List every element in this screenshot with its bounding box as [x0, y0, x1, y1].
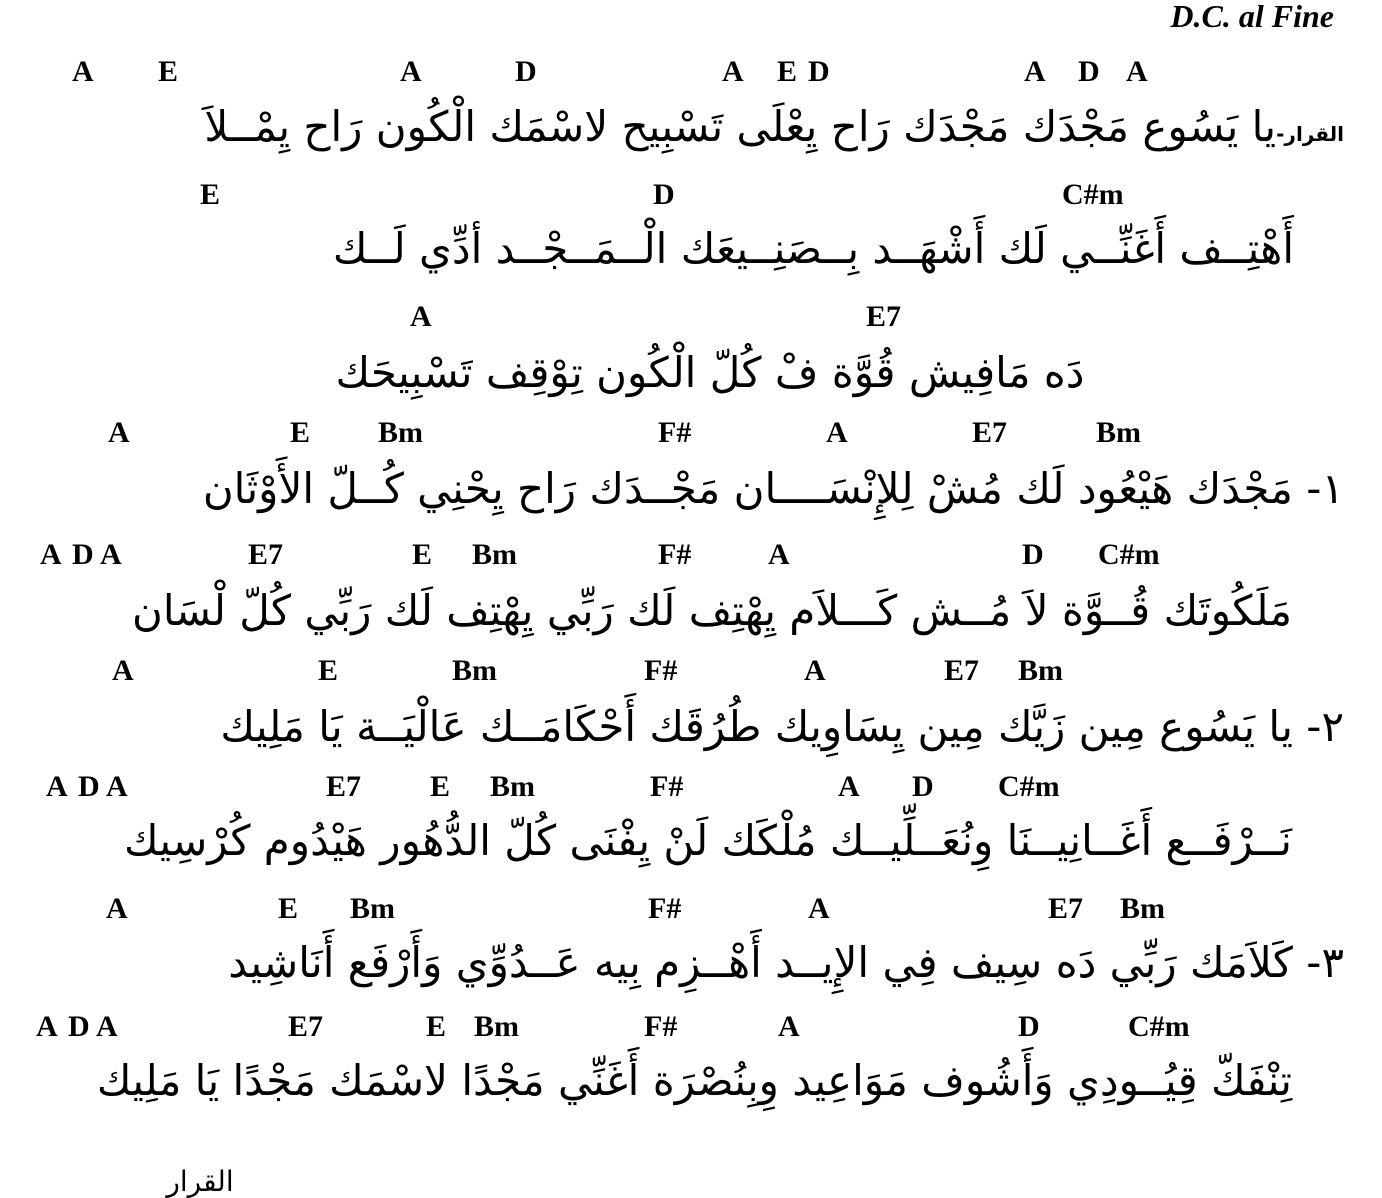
chord: E7	[944, 654, 980, 687]
chord: E	[158, 55, 179, 88]
verse-2-lyric-line-1: ٢- يا يَسُوع مِين زَيَّك مِين يِسَاوِيك طُرُقَك أَحْكَامَــك عَالْيَــة يَا مَلِيك	[220, 702, 1344, 751]
chord: C#m	[1098, 538, 1160, 571]
chord: D	[78, 770, 100, 803]
chord: F#	[648, 892, 682, 925]
chord: D	[68, 1010, 90, 1043]
chord: D	[72, 538, 94, 571]
chord: A	[100, 538, 122, 571]
lyric-text: يا يَسُوع مَجْدَك مَجْدَك رَاح يِعْلَى تَسْبِيح لاسْمَك الْكُون رَاح يِمْــلاَ	[204, 102, 1277, 151]
verse-3-lyric-line-1: ٣- كَلاَمَك رَبِّي دَه سِيف فِي الإِيــد أَهْــزِم بِيه عَــدُوِّي وَأَرْفَع أَنَاشِيد	[228, 938, 1344, 987]
chord: Bm	[452, 654, 497, 687]
chord: E	[430, 770, 451, 803]
chord: A	[40, 538, 62, 571]
chord: Bm	[474, 1010, 519, 1043]
chord: E7	[1048, 892, 1084, 925]
chord: Bm	[350, 892, 395, 925]
chord: A	[400, 55, 422, 88]
chord: A	[410, 300, 432, 333]
verse-2-lyric-line-2: نَــرْفَــع أَغَــانِيــنَا وِنُعَــلِّيــك مُلْكَك لَنْ يِفْنَى كُلّ الدُّهُور هَيْدُوم كُرْسِيك	[124, 816, 1292, 865]
chord: F#	[658, 538, 692, 571]
chorus-lyric-line-2: أَهْتِــف أَغَنِّــي لَك أَشْهَــد بِــصَنِــيعَك الْــمَــجْــد أدِّي لَــك	[332, 224, 1294, 273]
chord: A	[106, 892, 128, 925]
chord: A	[112, 654, 134, 687]
chord: D	[912, 770, 934, 803]
chord: F#	[644, 654, 678, 687]
chord: E	[318, 654, 339, 687]
chord: A	[1024, 55, 1046, 88]
chord: A	[36, 1010, 58, 1043]
chorus-lyric-line-3: دَه مَافِيش قُوَّة فْ كُلّ الْكُون تِوْقِف تَسْبِيحَك	[335, 348, 1085, 397]
chord: C#m	[1062, 178, 1124, 211]
chord: D	[653, 178, 675, 211]
footer-partial-text: القرار	[166, 1165, 234, 1198]
verse-3-lyric-line-2: تِنْفَكّ قِيُــودِي وَأَشُوف مَوَاعِيد وِبِنُصْرَة أَغَنِّي مَجْدًا لاسْمَك مَجْدًا يَا مَلِيك	[96, 1056, 1292, 1105]
chord: E7	[248, 538, 284, 571]
chord: D	[808, 55, 830, 88]
chord: Bm	[490, 770, 535, 803]
chord: C#m	[998, 770, 1060, 803]
chord: A	[778, 1010, 800, 1043]
chord: Bm	[1018, 654, 1063, 687]
chord: A	[46, 770, 68, 803]
chord: E7	[288, 1010, 324, 1043]
chord: E7	[866, 300, 902, 333]
chord: A	[72, 55, 94, 88]
chord: D	[1078, 55, 1100, 88]
chord: Bm	[378, 416, 423, 449]
chord: A	[96, 1010, 118, 1043]
chord: A	[1126, 55, 1148, 88]
chord: E	[412, 538, 433, 571]
chord: C#m	[1128, 1010, 1190, 1043]
chord: E	[200, 178, 221, 211]
chord: A	[768, 538, 790, 571]
chord: A	[722, 55, 744, 88]
chord: Bm	[1096, 416, 1141, 449]
chord: E	[290, 416, 311, 449]
chord: F#	[644, 1010, 678, 1043]
chord: E	[278, 892, 299, 925]
chorus-lyric-line-1	[64, 102, 1344, 151]
chord: A	[108, 416, 130, 449]
chord: E	[777, 55, 798, 88]
dc-al-fine-mark: D.C. al Fine	[1170, 0, 1334, 34]
chord: Bm	[1120, 892, 1165, 925]
chord: A	[804, 654, 826, 687]
chord: E7	[972, 416, 1008, 449]
chord: A	[808, 892, 830, 925]
chord: A	[826, 416, 848, 449]
chord: F#	[658, 416, 692, 449]
verse-1-lyric-line-2: مَلَكُوتَك قُــوَّة لاَ مُــش كَـــلاَم يِهْتِف لَك رَبِّي يِهْتِف لَك رَبِّي كُلّ لْسَان	[131, 586, 1292, 635]
chord: E	[426, 1010, 447, 1043]
chord: A	[838, 770, 860, 803]
verse-1-lyric-line-1: ١- مَجْدَك هَيْعُود لَك مُشْ لِلإِنْسَــــان مَجْــدَك رَاح يِحْنِي كُــلّ الأَوْثَان	[202, 464, 1344, 513]
chorus-label: القرار-	[1276, 122, 1344, 146]
chord: D	[1018, 1010, 1040, 1043]
chord: D	[1022, 538, 1044, 571]
chord: F#	[650, 770, 684, 803]
chord: A	[106, 770, 128, 803]
chord: E7	[326, 770, 362, 803]
chord: Bm	[472, 538, 517, 571]
chord: D	[515, 55, 537, 88]
